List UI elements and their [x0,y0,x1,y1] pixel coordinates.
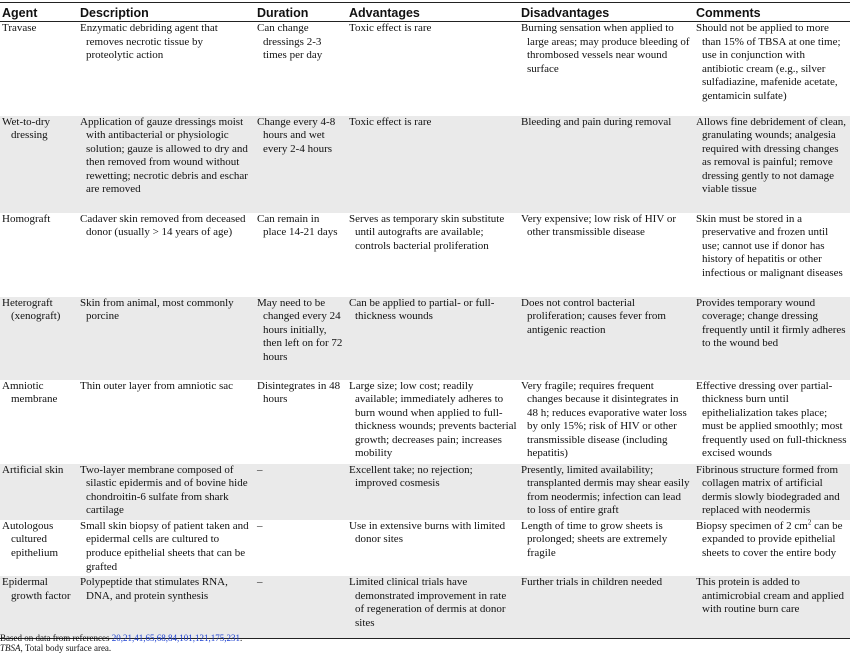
header-description: Description [80,6,149,20]
cell-description: Application of gauze dressings moist with antibacterial or physiologic solution; gauze is allowed to dry and then removed from wound without rewetting; necrotic debris and eschar are removed [80,115,248,196]
cell-description: Enzymatic debriding agent that removes necrotic tissue by proteolytic action [80,22,218,62]
cell-comments: Provides temporary wound coverage; change dressing frequently until it firmly adheres to the wound bed [696,296,846,350]
header-duration: Duration [257,6,309,20]
cell-duration: Change every 4-8 hours and wet every 2-4 hours [257,115,336,155]
cell-description: Small skin biopsy of patient taken and epidermal cells are cultured to produce epithelial sheets that can be grafted [80,519,249,573]
cell-advantages: Large size; low cost; readily available; immediately adheres to burn wound when applied to full-thickness wounds; prevents bacterial growth; decreases pain; increases mobility [349,379,517,460]
table-row [0,22,850,116]
cell-agent: Amniotic membrane [2,379,58,406]
cell-comments: Should not be applied to more than 15% of TBSA at one time; use in conjunction with antibiotic cream (e.g., silver sulfadiazine, mafenide acetate, gentamicin sulfate) [696,22,841,102]
cell-description: Skin from animal, most commonly porcine [80,296,234,323]
cell-agent: Artificial skin [2,463,64,476]
table-row [0,116,850,213]
cell-duration: Disintegrates in 48 hours [257,379,341,406]
footnote-period: . [239,633,243,643]
abbreviation-definition: , Total body surface area. [20,643,112,653]
cell-comments [694,520,850,576]
cell-disadvantages: Presently, limited availability; transplanted dermis may shear easily from neodermis; infection can lead to loss of entire graft [521,463,690,517]
header-disadvantages: Disadvantages [521,6,610,20]
cell-description: Thin outer layer from amniotic sac [80,379,234,392]
cell-comments: This protein is added to antimicrobial cream and applied with routine burn care [696,576,845,616]
table-wrapper [0,2,850,639]
cell-duration: Can remain in place 14-21 days [257,212,338,239]
cell-advantages: Serves as temporary skin substitute until autografts are available; controls bacterial proliferation [349,212,505,252]
table-row [0,380,850,464]
cell-advantages: Excellent take; no rejection; improved cosmesis [349,463,473,490]
cell-comments: Effective dressing over partial-thickness burn until epithelialization takes place; must be applied smoothly; most frequently used on full-thickness excised wounds [696,379,847,460]
header-comments: Comments [696,6,761,20]
cell-advantages: Use in extensive burns with limited donor sites [349,519,506,546]
cell-agent: Epidermal growth factor [2,576,71,602]
footnote-based-on: Based on data from references [0,633,112,643]
table-row [0,520,850,576]
cell-disadvantages: Burning sensation when applied to large areas; may produce bleeding of thrombosed vessels near wound surface [521,22,690,75]
cell-comments: Fibrinous structure formed from collagen matrix of artificial dermis slowly biodegraded and replaced with neodermis [696,463,840,517]
cell-advantages: Toxic effect is rare [349,115,432,128]
cell-comments: Skin must be stored in a preservative and frozen until use; cannot use if donor has history of hepatitis or other infectious or malignant diseases [696,212,843,279]
abbreviation-footnote [0,643,111,654]
cell-advantages: Can be applied to partial- or full-thickness wounds [349,296,495,323]
cell-agent: Heterograft (xenograft) [2,296,61,323]
comments-text-after: can be expanded to provide epithelial sheets to cover the entire body [702,519,843,560]
cell-description: Two-layer membrane composed of silastic epidermis and of bovine hide chondroitin-6 sulfate from shark cartilage [80,463,248,517]
cell-agent: Autologous cultured epithelium [2,519,59,560]
table-row [0,464,850,520]
cell-agent: Travase [2,22,37,34]
cell-description: Cadaver skin removed from deceased donor (usually > 14 years of age) [80,212,246,239]
comments-text-before: Biopsy specimen of 2 cm [696,519,808,532]
table-row [0,576,850,638]
cell-duration: Can change dressings 2-3 times per day [257,22,323,62]
cell-disadvantages: Does not control bacterial proliferation; causes fever from antigenic reaction [521,296,666,336]
header-advantages: Advantages [349,6,420,20]
wound-care-agents-table [0,2,850,639]
header-row [0,3,850,22]
cell-agent: Wet-to-dry dressing [2,115,50,142]
cell-duration: – [257,576,263,589]
cell-duration: – [257,519,263,532]
table-row [0,297,850,380]
cell-advantages: Limited clinical trials have demonstrated improvement in rate of regeneration of dermis at donor sites [349,576,507,630]
cell-description: Polypeptide that stimulates RNA, DNA, and protein synthesis [80,576,228,602]
cell-agent: Homograft [2,212,51,225]
cell-disadvantages: Bleeding and pain during removal [521,115,672,128]
cell-duration: May need to be changed every 24 hours initially, then left on for 72 hours [257,296,343,363]
cell-duration: – [257,463,263,476]
cell-disadvantages: Further trials in children needed [521,576,663,589]
cell-comments: Allows fine debridement of clean, granulating wounds; analgesia required with dressing changes as removal is painful; remove dressing gently to not damage viable tissue [696,115,846,196]
reference-links[interactable]: 20,21,41,65,68,84,101,121,175,231 [111,633,240,643]
squared-superscript: 2 [807,518,812,527]
header-agent: Agent [2,6,38,20]
cell-disadvantages: Very expensive; low risk of HIV or other transmissible disease [521,212,676,239]
cell-disadvantages: Very fragile; requires frequent changes because it disintegrates in 48 h; reduces evaporative water loss by only 15%; risk of HIV or other transmissible disease (including hepatitis) [521,379,687,460]
abbreviation-term: TBSA [0,643,21,653]
cell-advantages: Toxic effect is rare [349,22,432,34]
cell-disadvantages: Length of time to grow sheets is prolonged; sheets are extremely fragile [521,519,668,560]
table-row [0,213,850,297]
